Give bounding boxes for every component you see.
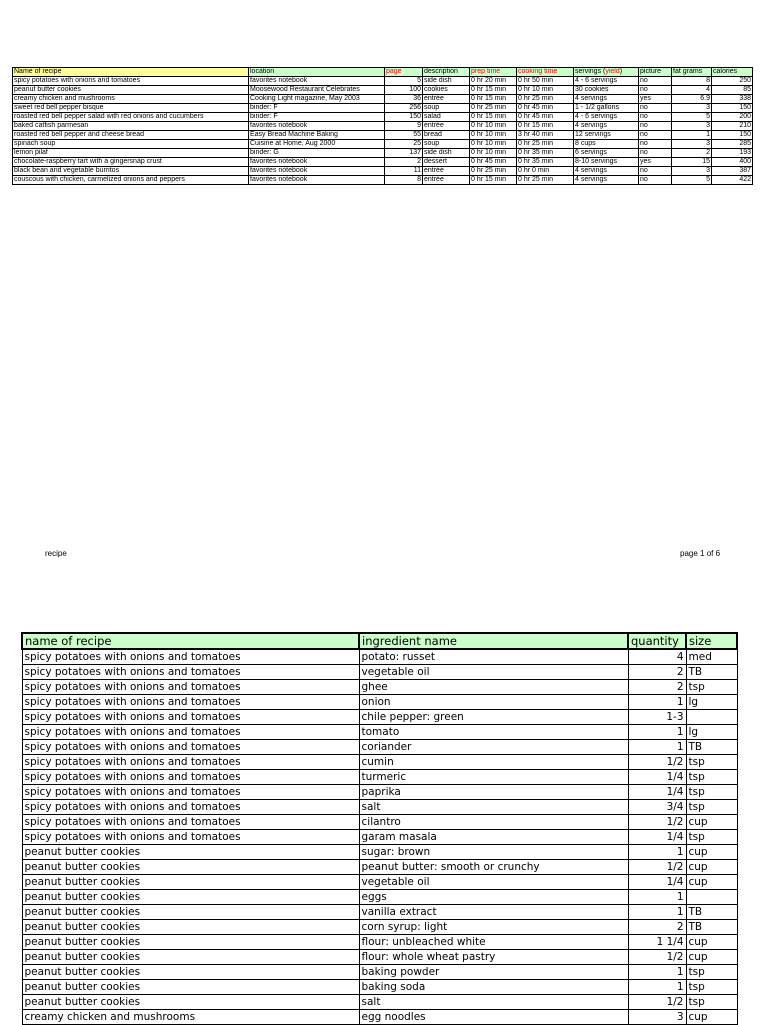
calories-cell: 85 <box>712 86 753 95</box>
fat-grams-cell: 2 <box>672 149 712 158</box>
footer-page-number: page 1 of 6 <box>680 549 721 558</box>
location-cell: binder: F <box>249 104 385 113</box>
cooking-time-cell: 0 hr 25 min <box>517 176 574 185</box>
table-row <box>13 77 753 86</box>
servings-cell: 4 - 6 servings <box>574 113 639 122</box>
quantity-cell: 1 <box>628 725 686 740</box>
quantity-cell: 1-3 <box>628 710 686 725</box>
page-cell: 100 <box>385 86 423 95</box>
size-cell: TB <box>686 665 737 680</box>
description-cell: salad <box>423 113 470 122</box>
table-row <box>22 890 737 905</box>
prep-time-cell: 0 hr 10 min <box>470 149 517 158</box>
quantity-cell: 2 <box>628 920 686 935</box>
ingredient-name-cell: flour: unbleached white <box>359 935 628 950</box>
quantity-cell: 1/4 <box>628 875 686 890</box>
recipe-name-cell: spicy potatoes with onions and tomatoes <box>13 77 249 86</box>
ingredient-name-cell: coriander <box>359 740 628 755</box>
page-cell: 55 <box>385 131 423 140</box>
recipe-name-cell: peanut butter cookies <box>22 875 359 890</box>
picture-cell: no <box>639 131 672 140</box>
header-location: location <box>249 68 385 77</box>
cooking-time-cell: 0 hr 25 min <box>517 95 574 104</box>
servings-cell: 4 servings <box>574 176 639 185</box>
recipe-name-cell: spicy potatoes with onions and tomatoes <box>22 695 359 710</box>
size-cell: cup <box>686 1010 737 1025</box>
calories-cell: 193 <box>712 149 753 158</box>
ingredient-name-cell: cilantro <box>359 815 628 830</box>
description-cell: soup <box>423 140 470 149</box>
header-size: size <box>686 633 737 649</box>
size-cell: tsp <box>686 770 737 785</box>
size-cell: TB <box>686 920 737 935</box>
fat-grams-cell: 6.9 <box>672 95 712 104</box>
servings-cell: 4 - 6 servings <box>574 77 639 86</box>
recipe-name-cell: peanut butter cookies <box>13 86 249 95</box>
calories-cell: 422 <box>712 176 753 185</box>
location-cell: favorites notebook <box>249 167 385 176</box>
page-cell: 150 <box>385 113 423 122</box>
quantity-cell: 1 <box>628 695 686 710</box>
recipe-name-cell: peanut butter cookies <box>22 980 359 995</box>
table-row <box>22 1010 737 1025</box>
recipe-name-cell: sweet red bell pepper bisque <box>13 104 249 113</box>
header-fat-grams: fat grams <box>672 68 712 77</box>
servings-cell: 8 cups <box>574 140 639 149</box>
size-cell: cup <box>686 845 737 860</box>
prep-time-cell: 0 hr 15 min <box>470 95 517 104</box>
cooking-time-cell: 0 hr 35 min <box>517 149 574 158</box>
recipe-name-cell: lemon pilaf <box>13 149 249 158</box>
ingredient-name-cell: sugar: brown <box>359 845 628 860</box>
header-servings-label: servings ( <box>575 68 606 75</box>
table-row <box>13 158 753 167</box>
quantity-cell: 2 <box>628 665 686 680</box>
recipe-name-cell: peanut butter cookies <box>22 995 359 1010</box>
recipe-name-cell: spicy potatoes with onions and tomatoes <box>22 800 359 815</box>
location-cell: binder: G <box>249 149 385 158</box>
location-cell: favorites notebook <box>249 122 385 131</box>
quantity-cell: 3/4 <box>628 800 686 815</box>
quantity-cell: 1 <box>628 980 686 995</box>
recipe-name-cell: spicy potatoes with onions and tomatoes <box>22 830 359 845</box>
quantity-cell: 1/2 <box>628 755 686 770</box>
header-page: page <box>385 68 423 77</box>
table-row <box>13 140 753 149</box>
location-cell: Cuisine at Home, Aug 2000 <box>249 140 385 149</box>
prep-time-cell: 0 hr 15 min <box>470 113 517 122</box>
ingredients-header-row <box>22 633 737 649</box>
recipe-name-cell: spicy potatoes with onions and tomatoes <box>22 785 359 800</box>
recipe-name-cell: peanut butter cookies <box>22 890 359 905</box>
footer-sheet-name: recipe <box>45 549 67 558</box>
recipe-name-cell: spicy potatoes with onions and tomatoes <box>22 680 359 695</box>
header-recipe-name: name of recipe <box>22 633 359 649</box>
cooking-time-cell: 0 hr 15 min <box>517 122 574 131</box>
page-cell: 5 <box>385 77 423 86</box>
size-cell: tsp <box>686 995 737 1010</box>
header-description: description <box>423 68 470 77</box>
table-row <box>13 113 753 122</box>
recipe-name-cell: spicy potatoes with onions and tomatoes <box>22 740 359 755</box>
table-row <box>22 875 737 890</box>
table-row <box>22 935 737 950</box>
table-row <box>13 149 753 158</box>
calories-cell: 387 <box>712 167 753 176</box>
table-row <box>22 710 737 725</box>
quantity-cell: 1 <box>628 965 686 980</box>
quantity-cell: 3 <box>628 1010 686 1025</box>
recipe-name-cell: spicy potatoes with onions and tomatoes <box>22 665 359 680</box>
ingredient-name-cell: salt <box>359 800 628 815</box>
table-row <box>22 995 737 1010</box>
recipe-name-cell: peanut butter cookies <box>22 860 359 875</box>
quantity-cell: 1/4 <box>628 830 686 845</box>
ingredients-body <box>22 649 737 1025</box>
size-cell: tsp <box>686 980 737 995</box>
ingredient-name-cell: vegetable oil <box>359 665 628 680</box>
cooking-time-cell: 0 hr 35 min <box>517 158 574 167</box>
servings-cell: 1 - 1/2 gallons <box>574 104 639 113</box>
recipe-name-cell: spicy potatoes with onions and tomatoes <box>22 710 359 725</box>
size-cell: TB <box>686 905 737 920</box>
cooking-time-cell: 0 hr 45 min <box>517 113 574 122</box>
ingredient-name-cell: garam masala <box>359 830 628 845</box>
location-cell: binder: F <box>249 113 385 122</box>
table-row <box>22 965 737 980</box>
prep-time-cell: 0 hr 10 min <box>470 140 517 149</box>
size-cell: cup <box>686 860 737 875</box>
quantity-cell: 1/2 <box>628 950 686 965</box>
page-cell: 8 <box>385 176 423 185</box>
servings-cell: 12 servings <box>574 131 639 140</box>
table-row <box>22 950 737 965</box>
recipe-name-cell: spicy potatoes with onions and tomatoes <box>22 815 359 830</box>
prep-time-cell: 0 hr 10 min <box>470 131 517 140</box>
size-cell: tsp <box>686 800 737 815</box>
size-cell: med <box>686 649 737 665</box>
servings-cell: 6 servings <box>574 149 639 158</box>
cooking-time-cell: 0 hr 10 min <box>517 86 574 95</box>
picture-cell: no <box>639 176 672 185</box>
ingredient-name-cell: vanilla extract <box>359 905 628 920</box>
header-name-of-recipe: Name of recipe <box>13 68 249 77</box>
table-row <box>13 131 753 140</box>
prep-time-cell: 0 hr 15 min <box>470 176 517 185</box>
table-row <box>22 785 737 800</box>
description-cell: soup <box>423 104 470 113</box>
picture-cell: yes <box>639 158 672 167</box>
table-row <box>22 980 737 995</box>
servings-cell: 30 cookies <box>574 86 639 95</box>
prep-time-cell: 0 hr 25 min <box>470 167 517 176</box>
quantity-cell: 1/2 <box>628 815 686 830</box>
prep-time-cell: 0 hr 10 min <box>470 122 517 131</box>
recipe-name-cell: creamy chicken and mushrooms <box>22 1010 359 1025</box>
quantity-cell: 1/2 <box>628 860 686 875</box>
quantity-cell: 1 <box>628 740 686 755</box>
page-cell: 25 <box>385 140 423 149</box>
recipe-name-cell: peanut butter cookies <box>22 845 359 860</box>
recipe-name-cell: peanut butter cookies <box>22 935 359 950</box>
ingredient-name-cell: baking powder <box>359 965 628 980</box>
table-row <box>22 800 737 815</box>
size-cell: tsp <box>686 755 737 770</box>
picture-cell: yes <box>639 95 672 104</box>
description-cell: entrée <box>423 122 470 131</box>
header-servings-close: ) <box>619 68 623 75</box>
location-cell: favorites notebook <box>249 158 385 167</box>
summary-header-row <box>13 68 753 77</box>
quantity-cell: 1/4 <box>628 785 686 800</box>
servings-cell: 4 servings <box>574 122 639 131</box>
fat-grams-cell: 4 <box>672 86 712 95</box>
ingredient-name-cell: paprika <box>359 785 628 800</box>
table-row <box>22 725 737 740</box>
table-row <box>22 830 737 845</box>
page-cell: 137 <box>385 149 423 158</box>
recipe-name-cell: spicy potatoes with onions and tomatoes <box>22 770 359 785</box>
ingredient-name-cell: cumin <box>359 755 628 770</box>
size-cell: lg <box>686 695 737 710</box>
page-cell: 36 <box>385 95 423 104</box>
ingredient-name-cell: flour: whole wheat pastry <box>359 950 628 965</box>
picture-cell: no <box>639 86 672 95</box>
table-row <box>22 770 737 785</box>
quantity-cell: 2 <box>628 680 686 695</box>
fat-grams-cell: 3 <box>672 167 712 176</box>
header-yield-label: yield <box>605 68 620 75</box>
table-row <box>22 815 737 830</box>
servings-cell: 4 servings <box>574 167 639 176</box>
size-cell <box>686 890 737 905</box>
table-row <box>22 649 737 665</box>
ingredient-name-cell: baking soda <box>359 980 628 995</box>
quantity-cell: 1 1/4 <box>628 935 686 950</box>
header-picture: picture <box>639 68 672 77</box>
calories-cell: 150 <box>712 131 753 140</box>
calories-cell: 338 <box>712 95 753 104</box>
calories-cell: 250 <box>712 77 753 86</box>
quantity-cell: 1 <box>628 905 686 920</box>
header-cooking-time: cooking time <box>517 68 574 77</box>
location-cell: favorites notebook <box>249 77 385 86</box>
fat-grams-cell: 3 <box>672 140 712 149</box>
calories-cell: 285 <box>712 140 753 149</box>
description-cell: side dish <box>423 149 470 158</box>
recipe-name-cell: spicy potatoes with onions and tomatoes <box>22 725 359 740</box>
ingredient-name-cell: tomato <box>359 725 628 740</box>
recipe-name-cell: chocolate-raspberry tart with a gingersnap crust <box>13 158 249 167</box>
description-cell: bread <box>423 131 470 140</box>
location-cell: Cooking Light magazine, May 2003 <box>249 95 385 104</box>
description-cell: entrée <box>423 167 470 176</box>
table-row <box>22 920 737 935</box>
quantity-cell: 1 <box>628 890 686 905</box>
cooking-time-cell: 0 hr 45 min <box>517 104 574 113</box>
picture-cell: no <box>639 122 672 131</box>
size-cell: tsp <box>686 965 737 980</box>
recipe-name-cell: spicy potatoes with onions and tomatoes <box>22 649 359 665</box>
recipe-summary-table <box>12 67 753 185</box>
page-cell: 9 <box>385 122 423 131</box>
page-cell: 2 <box>385 158 423 167</box>
servings-cell: 8-10 servings <box>574 158 639 167</box>
recipe-name-cell: creamy chicken and mushrooms <box>13 95 249 104</box>
ingredient-name-cell: eggs <box>359 890 628 905</box>
ingredient-name-cell: chile pepper: green <box>359 710 628 725</box>
size-cell <box>686 710 737 725</box>
picture-cell: no <box>639 104 672 113</box>
table-row <box>22 845 737 860</box>
table-row <box>13 104 753 113</box>
size-cell: tsp <box>686 830 737 845</box>
recipe-name-cell: couscous with chicken, carmelized onions and peppers <box>13 176 249 185</box>
fat-grams-cell: 15 <box>672 158 712 167</box>
recipe-name-cell: peanut butter cookies <box>22 965 359 980</box>
description-cell: dessert <box>423 158 470 167</box>
quantity-cell: 1/4 <box>628 770 686 785</box>
fat-grams-cell: 5 <box>672 113 712 122</box>
cooking-time-cell: 0 hr 0 min <box>517 167 574 176</box>
size-cell: cup <box>686 815 737 830</box>
calories-cell: 150 <box>712 104 753 113</box>
fat-grams-cell: 1 <box>672 131 712 140</box>
header-quantity: quantity <box>628 633 686 649</box>
ingredient-name-cell: salt <box>359 995 628 1010</box>
size-cell: TB <box>686 740 737 755</box>
cooking-time-cell: 3 hr 40 min <box>517 131 574 140</box>
header-prep-time: prep time <box>470 68 517 77</box>
table-row <box>13 86 753 95</box>
recipe-name-cell: baked catfish parmesan <box>13 122 249 131</box>
table-row <box>13 95 753 104</box>
table-row <box>13 176 753 185</box>
calories-cell: 400 <box>712 158 753 167</box>
quantity-cell: 1 <box>628 845 686 860</box>
picture-cell: no <box>639 167 672 176</box>
fat-grams-cell: 3 <box>672 104 712 113</box>
quantity-cell: 4 <box>628 649 686 665</box>
ingredient-name-cell: potato: russet <box>359 649 628 665</box>
summary-body <box>13 77 753 185</box>
picture-cell: no <box>639 77 672 86</box>
size-cell: tsp <box>686 680 737 695</box>
ingredient-name-cell: egg noodles <box>359 1010 628 1025</box>
size-cell: cup <box>686 950 737 965</box>
size-cell: tsp <box>686 785 737 800</box>
picture-cell: no <box>639 140 672 149</box>
recipe-name-cell: black bean and vegetable burritos <box>13 167 249 176</box>
header-ingredient-name: ingredient name <box>359 633 628 649</box>
location-cell: Moosewood Restaurant Celebrates <box>249 86 385 95</box>
table-row <box>13 122 753 131</box>
ingredient-name-cell: peanut butter: smooth or crunchy <box>359 860 628 875</box>
table-row <box>22 695 737 710</box>
size-cell: cup <box>686 875 737 890</box>
calories-cell: 200 <box>712 113 753 122</box>
page-cell: 256 <box>385 104 423 113</box>
header-servings <box>574 68 639 77</box>
table-row <box>22 665 737 680</box>
picture-cell: no <box>639 149 672 158</box>
ingredient-name-cell: vegetable oil <box>359 875 628 890</box>
table-row <box>22 680 737 695</box>
table-row <box>22 740 737 755</box>
picture-cell: no <box>639 113 672 122</box>
page-cell: 11 <box>385 167 423 176</box>
ingredient-name-cell: onion <box>359 695 628 710</box>
description-cell: entrée <box>423 95 470 104</box>
recipe-name-cell: spicy potatoes with onions and tomatoes <box>22 755 359 770</box>
recipe-name-cell: spinach soup <box>13 140 249 149</box>
size-cell: lg <box>686 725 737 740</box>
table-row <box>22 755 737 770</box>
cooking-time-cell: 0 hr 50 min <box>517 77 574 86</box>
fat-grams-cell: 3 <box>672 122 712 131</box>
cooking-time-cell: 0 hr 25 min <box>517 140 574 149</box>
recipe-name-cell: peanut butter cookies <box>22 920 359 935</box>
fat-grams-cell: 8 <box>672 77 712 86</box>
calories-cell: 210 <box>712 122 753 131</box>
table-row <box>22 860 737 875</box>
table-row <box>22 905 737 920</box>
prep-time-cell: 0 hr 25 min <box>470 104 517 113</box>
fat-grams-cell: 5 <box>672 176 712 185</box>
prep-time-cell: 0 hr 15 min <box>470 86 517 95</box>
ingredient-name-cell: turmeric <box>359 770 628 785</box>
size-cell: cup <box>686 935 737 950</box>
description-cell: side dish <box>423 77 470 86</box>
prep-time-cell: 0 hr 20 min <box>470 77 517 86</box>
prep-time-cell: 0 hr 45 min <box>470 158 517 167</box>
table-row <box>13 167 753 176</box>
recipe-name-cell: peanut butter cookies <box>22 905 359 920</box>
recipe-name-cell: peanut butter cookies <box>22 950 359 965</box>
description-cell: cookies <box>423 86 470 95</box>
header-calories: calories <box>712 68 753 77</box>
ingredients-table <box>21 632 738 1025</box>
quantity-cell: 1/2 <box>628 995 686 1010</box>
servings-cell: 4 servings <box>574 95 639 104</box>
location-cell: favorites notebook <box>249 176 385 185</box>
recipe-name-cell: roasted red bell pepper and cheese bread <box>13 131 249 140</box>
recipe-name-cell: roasted red bell pepper salad with red onions and cucumbers <box>13 113 249 122</box>
ingredient-name-cell: ghee <box>359 680 628 695</box>
ingredient-name-cell: corn syrup: light <box>359 920 628 935</box>
description-cell: entrée <box>423 176 470 185</box>
location-cell: Easy Bread Machine Baking <box>249 131 385 140</box>
